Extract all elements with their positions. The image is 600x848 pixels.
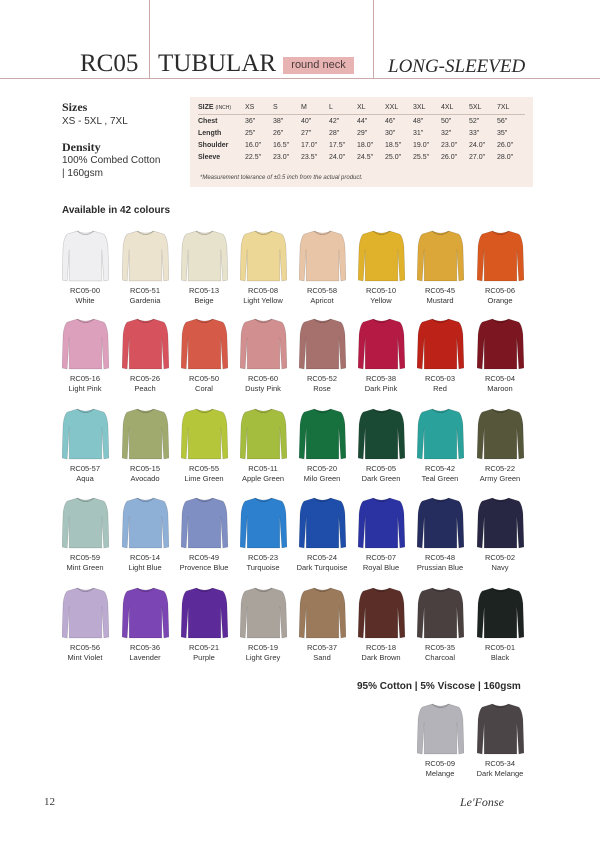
size-cell: 24.0" [469, 141, 486, 149]
colour-name: Purple [193, 653, 215, 662]
row-label: Length [198, 129, 222, 137]
colour-swatch [470, 228, 530, 306]
colour-swatch [115, 495, 175, 573]
size-cell: 38" [273, 117, 284, 125]
long-sleeve-shirt-icon [477, 701, 524, 755]
colour-swatch [470, 406, 530, 484]
colour-swatch [351, 228, 411, 306]
colour-swatch [410, 495, 470, 573]
long-sleeve-shirt-icon [417, 585, 464, 639]
size-cell: 48" [413, 117, 424, 125]
long-sleeve-shirt-icon [417, 495, 464, 549]
colour-swatch [351, 316, 411, 394]
size-cell: 25.5" [413, 153, 430, 161]
colour-code: RC05-11 [248, 464, 278, 473]
colour-name: Light Blue [128, 563, 162, 572]
colour-swatch [174, 316, 234, 394]
colour-code: RC05-37 [306, 643, 337, 652]
colour-swatch [470, 495, 530, 573]
colour-name: Mint Violet [67, 653, 103, 662]
colour-code: RC05-04 [484, 374, 515, 383]
colour-code: RC05-01 [484, 643, 515, 652]
size-cell: 24.5" [357, 153, 374, 161]
brand-logo: Le'Fonse [460, 795, 504, 809]
long-sleeve-shirt-icon [299, 228, 346, 282]
colours-heading: Available in 42 colours [62, 205, 171, 216]
long-sleeve-shirt-icon [122, 228, 169, 282]
colour-swatch [410, 585, 470, 663]
long-sleeve-shirt-icon [240, 228, 287, 282]
colour-swatch [174, 495, 234, 573]
colour-swatch [174, 585, 234, 663]
colour-name: Coral [195, 384, 213, 393]
long-sleeve-shirt-icon [62, 585, 109, 639]
size-cell: 36" [245, 117, 256, 125]
colour-name: Dark Turquoise [296, 563, 348, 572]
colour-code: RC05-55 [188, 464, 219, 473]
long-sleeve-shirt-icon [358, 228, 405, 282]
long-sleeve-shirt-icon [299, 495, 346, 549]
size-corner-label: SIZE [198, 104, 214, 111]
colour-swatch [292, 406, 352, 484]
colour-code: RC05-16 [69, 374, 100, 383]
colour-name: Rose [313, 384, 331, 393]
colour-code: RC05-36 [129, 643, 160, 652]
size-col-header: 5XL [469, 101, 497, 115]
colour-swatch [470, 316, 530, 394]
size-header-row [198, 101, 525, 115]
long-sleeve-shirt-icon [299, 316, 346, 370]
colour-name: Dark Green [361, 474, 401, 483]
size-col-header: L [329, 101, 357, 115]
size-row-sleeve [198, 151, 525, 163]
colour-name: Royal Blue [362, 563, 400, 572]
page-number: 12 [44, 796, 55, 808]
long-sleeve-shirt-icon [122, 495, 169, 549]
long-sleeve-shirt-icon [181, 406, 228, 460]
long-sleeve-shirt-icon [240, 585, 287, 639]
long-sleeve-shirt-icon [181, 316, 228, 370]
colour-code: RC05-49 [188, 553, 219, 562]
colour-name: Apricot [310, 296, 334, 305]
long-sleeve-shirt-icon [122, 316, 169, 370]
long-sleeve-shirt-icon [477, 495, 524, 549]
colour-swatch [470, 701, 530, 779]
colour-name: Lime Green [184, 474, 224, 483]
colour-name: Navy [491, 563, 509, 572]
colour-name: Avocado [130, 474, 160, 483]
long-sleeve-shirt-icon [417, 406, 464, 460]
density-line-1: 100% Combed Cotton [62, 155, 161, 166]
colour-swatch [410, 316, 470, 394]
size-cell: 42" [329, 117, 340, 125]
size-cell: 18.5" [385, 141, 402, 149]
colour-name: Light Pink [68, 384, 102, 393]
colour-swatch [351, 406, 411, 484]
colour-code: RC05-60 [247, 374, 278, 383]
long-sleeve-shirt-icon [477, 406, 524, 460]
size-cell: 26" [273, 129, 284, 137]
size-cell: 16.0" [245, 141, 262, 149]
colour-name: Red [433, 384, 447, 393]
colour-code: RC05-21 [188, 643, 219, 652]
colour-name: Prussian Blue [416, 563, 464, 572]
long-sleeve-shirt-icon [477, 228, 524, 282]
colour-code: RC05-59 [69, 553, 100, 562]
size-cell: 17.5" [329, 141, 346, 149]
colour-code: RC05-35 [424, 643, 455, 652]
long-sleeve-shirt-icon [358, 316, 405, 370]
colour-code: RC05-00 [69, 286, 100, 295]
size-cell: 23.0" [441, 141, 458, 149]
size-cell: 16.5" [273, 141, 290, 149]
size-col-header: S [273, 101, 301, 115]
colour-swatch [233, 495, 293, 573]
colour-code: RC05-56 [69, 643, 100, 652]
long-sleeve-shirt-icon [358, 406, 405, 460]
size-cell: 40" [301, 117, 312, 125]
colour-swatch [115, 316, 175, 394]
long-sleeve-shirt-icon [299, 406, 346, 460]
long-sleeve-shirt-icon [62, 316, 109, 370]
colour-code: RC05-34 [484, 759, 515, 768]
colour-name: Maroon [487, 384, 513, 393]
colour-code: RC05-07 [365, 553, 396, 562]
long-sleeve-shirt-icon [358, 585, 405, 639]
colour-name: Provence Blue [179, 563, 229, 572]
colour-name: Aqua [76, 474, 94, 483]
size-cell: 17.0" [301, 141, 318, 149]
colour-name: White [75, 296, 95, 305]
product-name: TUBULAR [158, 50, 277, 77]
colour-code: RC05-02 [484, 553, 515, 562]
size-row-length [198, 127, 525, 139]
colour-swatch [410, 406, 470, 484]
size-cell: 27.0" [469, 153, 486, 161]
colour-name: Sand [313, 653, 331, 662]
colour-name: Dark Brown [361, 653, 401, 662]
colour-swatch [292, 316, 352, 394]
size-cell: 46" [385, 117, 396, 125]
size-cell: 25" [245, 129, 256, 137]
long-sleeve-shirt-icon [417, 701, 464, 755]
long-sleeve-shirt-icon [417, 316, 464, 370]
colour-code: RC05-23 [247, 553, 278, 562]
colour-name: Light Yellow [243, 296, 283, 305]
colour-code: RC05-50 [188, 374, 219, 383]
colour-name: Beige [194, 296, 214, 305]
size-cell: 25.0" [385, 153, 402, 161]
size-cell: 22.5" [245, 153, 262, 161]
long-sleeve-shirt-icon [240, 316, 287, 370]
product-code: RC05 [80, 50, 139, 77]
colour-swatch [410, 228, 470, 306]
colour-swatch [351, 495, 411, 573]
colour-code: RC05-08 [247, 286, 278, 295]
size-col-header: 3XL [413, 101, 441, 115]
colour-code: RC05-14 [129, 553, 160, 562]
size-corner-unit: (INCH) [215, 105, 232, 111]
size-cell: 32" [441, 129, 452, 137]
long-sleeve-shirt-icon [122, 406, 169, 460]
colour-name: Melange [425, 769, 455, 778]
size-col-header: 4XL [441, 101, 469, 115]
long-sleeve-shirt-icon [62, 406, 109, 460]
colour-code: RC05-52 [306, 374, 337, 383]
size-table [198, 101, 525, 163]
long-sleeve-shirt-icon [358, 495, 405, 549]
colour-swatch [174, 406, 234, 484]
long-sleeve-shirt-icon [181, 228, 228, 282]
long-sleeve-shirt-icon [62, 228, 109, 282]
long-sleeve-shirt-icon [240, 495, 287, 549]
size-cell: 29" [357, 129, 368, 137]
colour-swatch [233, 316, 293, 394]
colour-swatch [233, 228, 293, 306]
size-cell: 28.0" [497, 153, 514, 161]
colour-swatch [55, 495, 115, 573]
size-cell: 50" [441, 117, 452, 125]
colour-swatch [55, 585, 115, 663]
colour-name: Mustard [426, 296, 454, 305]
colour-name: Teal Green [421, 474, 459, 483]
colour-swatch [410, 701, 470, 779]
size-cell: 28" [329, 129, 340, 137]
size-col-header: XS [245, 101, 273, 115]
colour-code: RC05-18 [365, 643, 396, 652]
colour-name: Charcoal [424, 653, 455, 662]
colour-name: Peach [134, 384, 156, 393]
size-cell: 19.0" [413, 141, 430, 149]
long-sleeve-shirt-icon [62, 495, 109, 549]
sleeve-type: LONG-SLEEVED [388, 56, 526, 77]
colour-code: RC05-58 [306, 286, 337, 295]
colour-code: RC05-03 [424, 374, 455, 383]
long-sleeve-shirt-icon [181, 585, 228, 639]
size-cell: 33" [469, 129, 480, 137]
size-col-header: XL [357, 101, 385, 115]
colour-swatch [470, 585, 530, 663]
size-cell: 18.0" [357, 141, 374, 149]
size-cell: 31" [413, 129, 424, 137]
sizes-heading: Sizes [62, 100, 88, 114]
colour-name: Yellow [370, 296, 392, 305]
colour-code: RC05-48 [424, 553, 455, 562]
colour-swatch [55, 406, 115, 484]
colour-code: RC05-51 [129, 286, 160, 295]
colour-code: RC05-22 [484, 464, 515, 473]
size-row-shoulder [198, 139, 525, 151]
colour-name: Milo Green [303, 474, 341, 483]
colour-code: RC05-38 [365, 374, 396, 383]
long-sleeve-shirt-icon [417, 228, 464, 282]
colour-name: Dark Melange [476, 769, 524, 778]
colour-code: RC05-05 [365, 464, 396, 473]
colour-name: Dusty Pink [245, 384, 281, 393]
colour-name: Orange [487, 296, 513, 305]
size-cell: 44" [357, 117, 368, 125]
colour-swatch [174, 228, 234, 306]
colour-code: RC05-13 [188, 286, 219, 295]
colour-name: Gardenia [129, 296, 161, 305]
colour-name: Mint Green [66, 563, 104, 572]
colour-name: Black [490, 653, 510, 662]
colour-code: RC05-24 [306, 553, 337, 562]
colour-swatch [233, 585, 293, 663]
size-corner [198, 101, 245, 115]
size-cell: 24.0" [329, 153, 346, 161]
density-heading: Density [62, 140, 101, 154]
size-cell: 30" [385, 129, 396, 137]
colour-code: RC05-45 [424, 286, 455, 295]
header-divider-left [149, 0, 150, 78]
colour-code: RC05-09 [424, 759, 455, 768]
colour-code: RC05-19 [247, 643, 278, 652]
size-cell: 23.5" [301, 153, 318, 161]
colour-swatch [292, 495, 352, 573]
colour-swatch [233, 406, 293, 484]
colour-code: RC05-06 [484, 286, 515, 295]
colour-code: RC05-20 [306, 464, 337, 473]
colour-name: Turquoise [246, 563, 280, 572]
colour-name: Lavender [129, 653, 161, 662]
colour-swatch [292, 585, 352, 663]
colour-code: RC05-10 [365, 286, 396, 295]
size-chart [190, 97, 533, 187]
long-sleeve-shirt-icon [477, 585, 524, 639]
colour-swatch [351, 585, 411, 663]
size-col-header: 7XL [497, 101, 525, 115]
colour-code: RC05-26 [129, 374, 160, 383]
row-label: Shoulder [198, 141, 229, 149]
colour-name: Apple Green [241, 474, 285, 483]
header-rule [0, 78, 600, 79]
size-cell: 56" [497, 117, 508, 125]
measurement-note: *Measurement tolerance of ±0.5 inch from the actual product. [200, 175, 363, 181]
size-row-chest [198, 115, 525, 128]
colour-name: Dark Pink [364, 384, 398, 393]
density-line-2: | 160gsm [62, 168, 103, 179]
size-cell: 26.0" [441, 153, 458, 161]
size-cell: 35" [497, 129, 508, 137]
sizes-value: XS - 5XL , 7XL [62, 116, 128, 127]
colour-swatch [55, 316, 115, 394]
colour-name: Army Green [479, 474, 521, 483]
size-cell: 26.0" [497, 141, 514, 149]
size-col-header: M [301, 101, 329, 115]
neck-badge: round neck [283, 57, 354, 74]
long-sleeve-shirt-icon [181, 495, 228, 549]
size-cell: 52" [469, 117, 480, 125]
size-cell: 27" [301, 129, 312, 137]
colour-name: Light Grey [245, 653, 281, 662]
colour-code: RC05-57 [69, 464, 100, 473]
long-sleeve-shirt-icon [299, 585, 346, 639]
size-cell: 23.0" [273, 153, 290, 161]
long-sleeve-shirt-icon [240, 406, 287, 460]
colour-swatch [292, 228, 352, 306]
header-divider-mid [373, 0, 374, 78]
colour-swatch [55, 228, 115, 306]
colour-code: RC05-15 [129, 464, 160, 473]
row-label: Sleeve [198, 153, 221, 161]
row-label: Chest [198, 117, 218, 125]
long-sleeve-shirt-icon [477, 316, 524, 370]
colour-swatch [115, 228, 175, 306]
size-col-header: XXL [385, 101, 413, 115]
colour-swatch [115, 585, 175, 663]
colour-code: RC05-42 [424, 464, 455, 473]
long-sleeve-shirt-icon [122, 585, 169, 639]
blend-heading: 95% Cotton | 5% Viscose | 160gsm [357, 681, 521, 692]
colour-swatch [115, 406, 175, 484]
